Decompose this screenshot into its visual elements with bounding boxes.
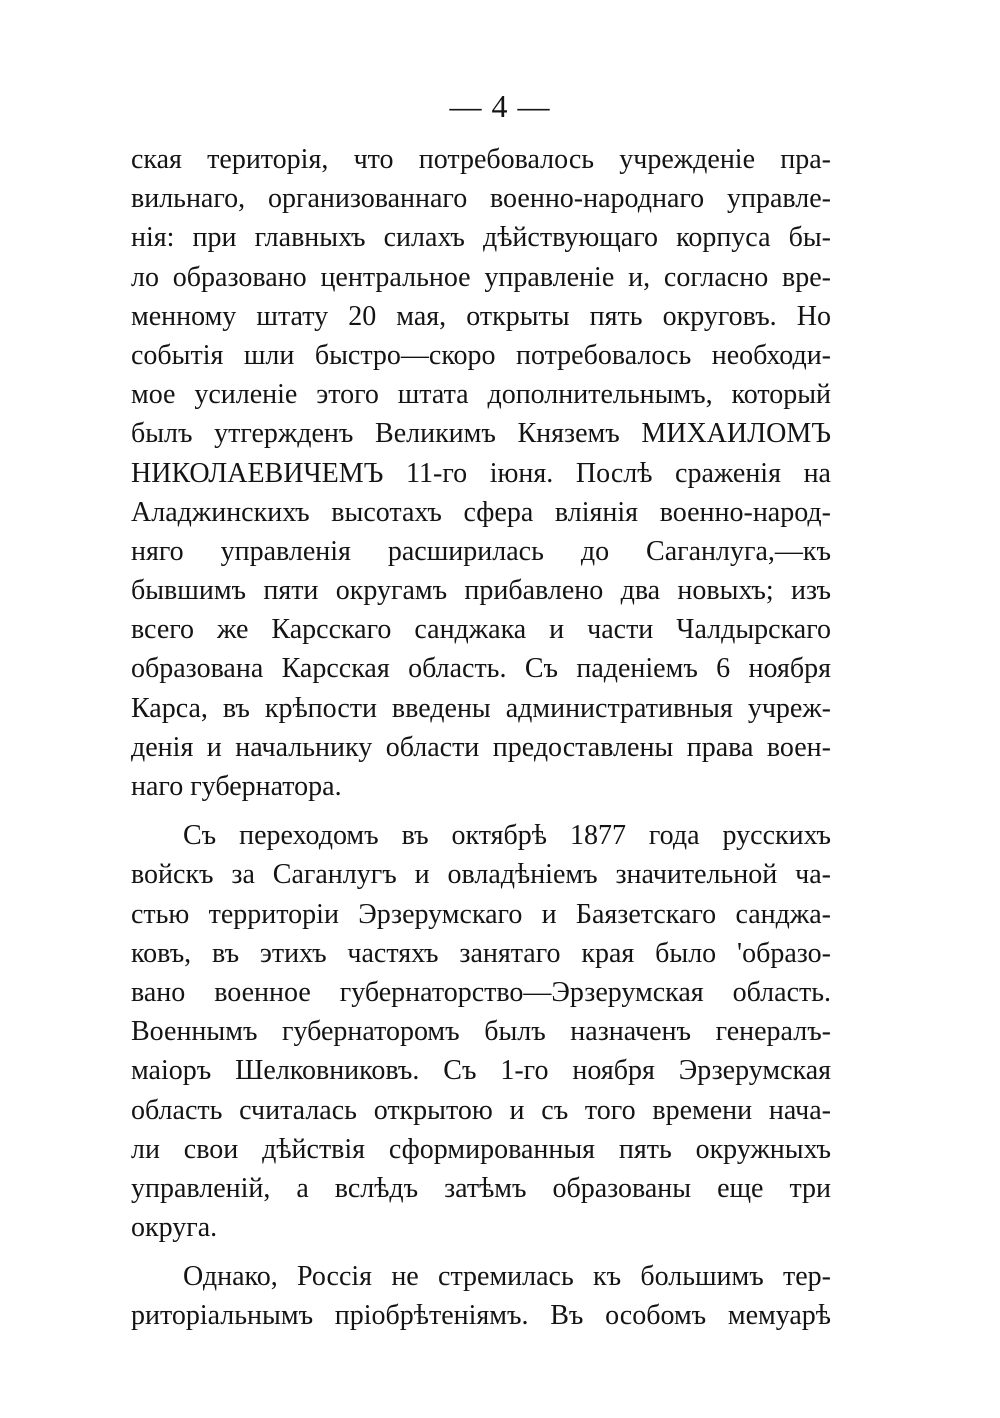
body-text bbox=[131, 140, 831, 1336]
text-line: Съ переходомъ въ октябрѣ 1877 года русскихъ bbox=[183, 820, 831, 852]
text-line: вано военное губернаторство—Эрзерумская область. bbox=[131, 976, 831, 1008]
paragraph-spacer bbox=[131, 1247, 831, 1257]
text-line: Однако, Россія не стремилась къ большимъ тер- bbox=[183, 1261, 831, 1293]
text-line: бывшимъ пяти округамъ прибавлено два новыхъ; изъ bbox=[131, 575, 831, 607]
text-line: Карса, въ крѣпости введены административныя учреж- bbox=[131, 692, 831, 724]
text-line: стью территоріи Эрзерумскаго и Баязетскаго санджа- bbox=[131, 898, 831, 930]
text-line: вильнаго, организованнаго военно-народнаго управле- bbox=[131, 183, 831, 215]
paragraph-2 bbox=[131, 816, 831, 1247]
text-line: всего же Карсскаго санджака и части Чалдырскаго bbox=[131, 614, 831, 646]
text-line: менному штату 20 мая, открыты пять округовъ. Но bbox=[131, 300, 831, 332]
paragraph-3 bbox=[131, 1257, 831, 1335]
text-line: округа. bbox=[131, 1212, 218, 1244]
text-line: Аладжинскихъ высотахъ сфера вліянія военно-народ- bbox=[131, 496, 831, 528]
text-line: управленій, а вслѣдъ затѣмъ образованы еще три bbox=[131, 1172, 831, 1204]
text-line: ковъ, въ этихъ частяхъ занятаго края было 'образо- bbox=[131, 937, 831, 969]
text-line: мое усиленіе этого штата дополнительнымъ, который bbox=[131, 379, 831, 411]
text-line: область считалась открытою и съ того времени нача- bbox=[131, 1094, 831, 1126]
text-line: Военнымъ губернаторомъ былъ назначенъ генералъ- bbox=[131, 1016, 831, 1048]
text-line: войскъ за Саганлугъ и овладѣніемъ значительной ча- bbox=[131, 859, 831, 891]
text-line: ская територія, что потребовалось учрежденіе пра- bbox=[131, 144, 831, 175]
text-line: нія: при главныхъ силахъ дѣйствующаго корпуса бы- bbox=[131, 222, 831, 254]
text-line: наго губернатора. bbox=[131, 771, 342, 802]
text-line: няго управленія расширилась до Саганлуга,—къ bbox=[131, 535, 831, 567]
text-line: былъ утгержденъ Великимъ Княземъ МИХАИЛОМЪ bbox=[131, 418, 831, 450]
text-line: риторіальнымъ пріобрѣтеніямъ. Въ особомъ мемуарѣ bbox=[131, 1300, 831, 1332]
text-line: маіоръ Шелковниковъ. Съ 1-го ноября Эрзерумская bbox=[131, 1055, 831, 1087]
text-line: денія и начальнику области предоставлены права воен- bbox=[131, 731, 831, 763]
text-line: образована Карсская область. Съ паденіемъ 6 ноября bbox=[131, 653, 831, 685]
page-number: — 4 — bbox=[449, 88, 551, 124]
paragraph-1 bbox=[131, 140, 831, 806]
text-line: ло образовано центральное управленіе и, согласно вре- bbox=[131, 261, 831, 293]
text-line: НИКОЛАЕВИЧЕМЪ 11-го іюня. Послѣ сраженія на bbox=[131, 457, 831, 489]
paragraph-spacer bbox=[131, 806, 831, 816]
text-line: событія шли быстро—скоро потребовалось необходи- bbox=[131, 339, 831, 371]
text-line: ли свои дѣйствія сформированныя пять окружныхъ bbox=[131, 1133, 831, 1165]
